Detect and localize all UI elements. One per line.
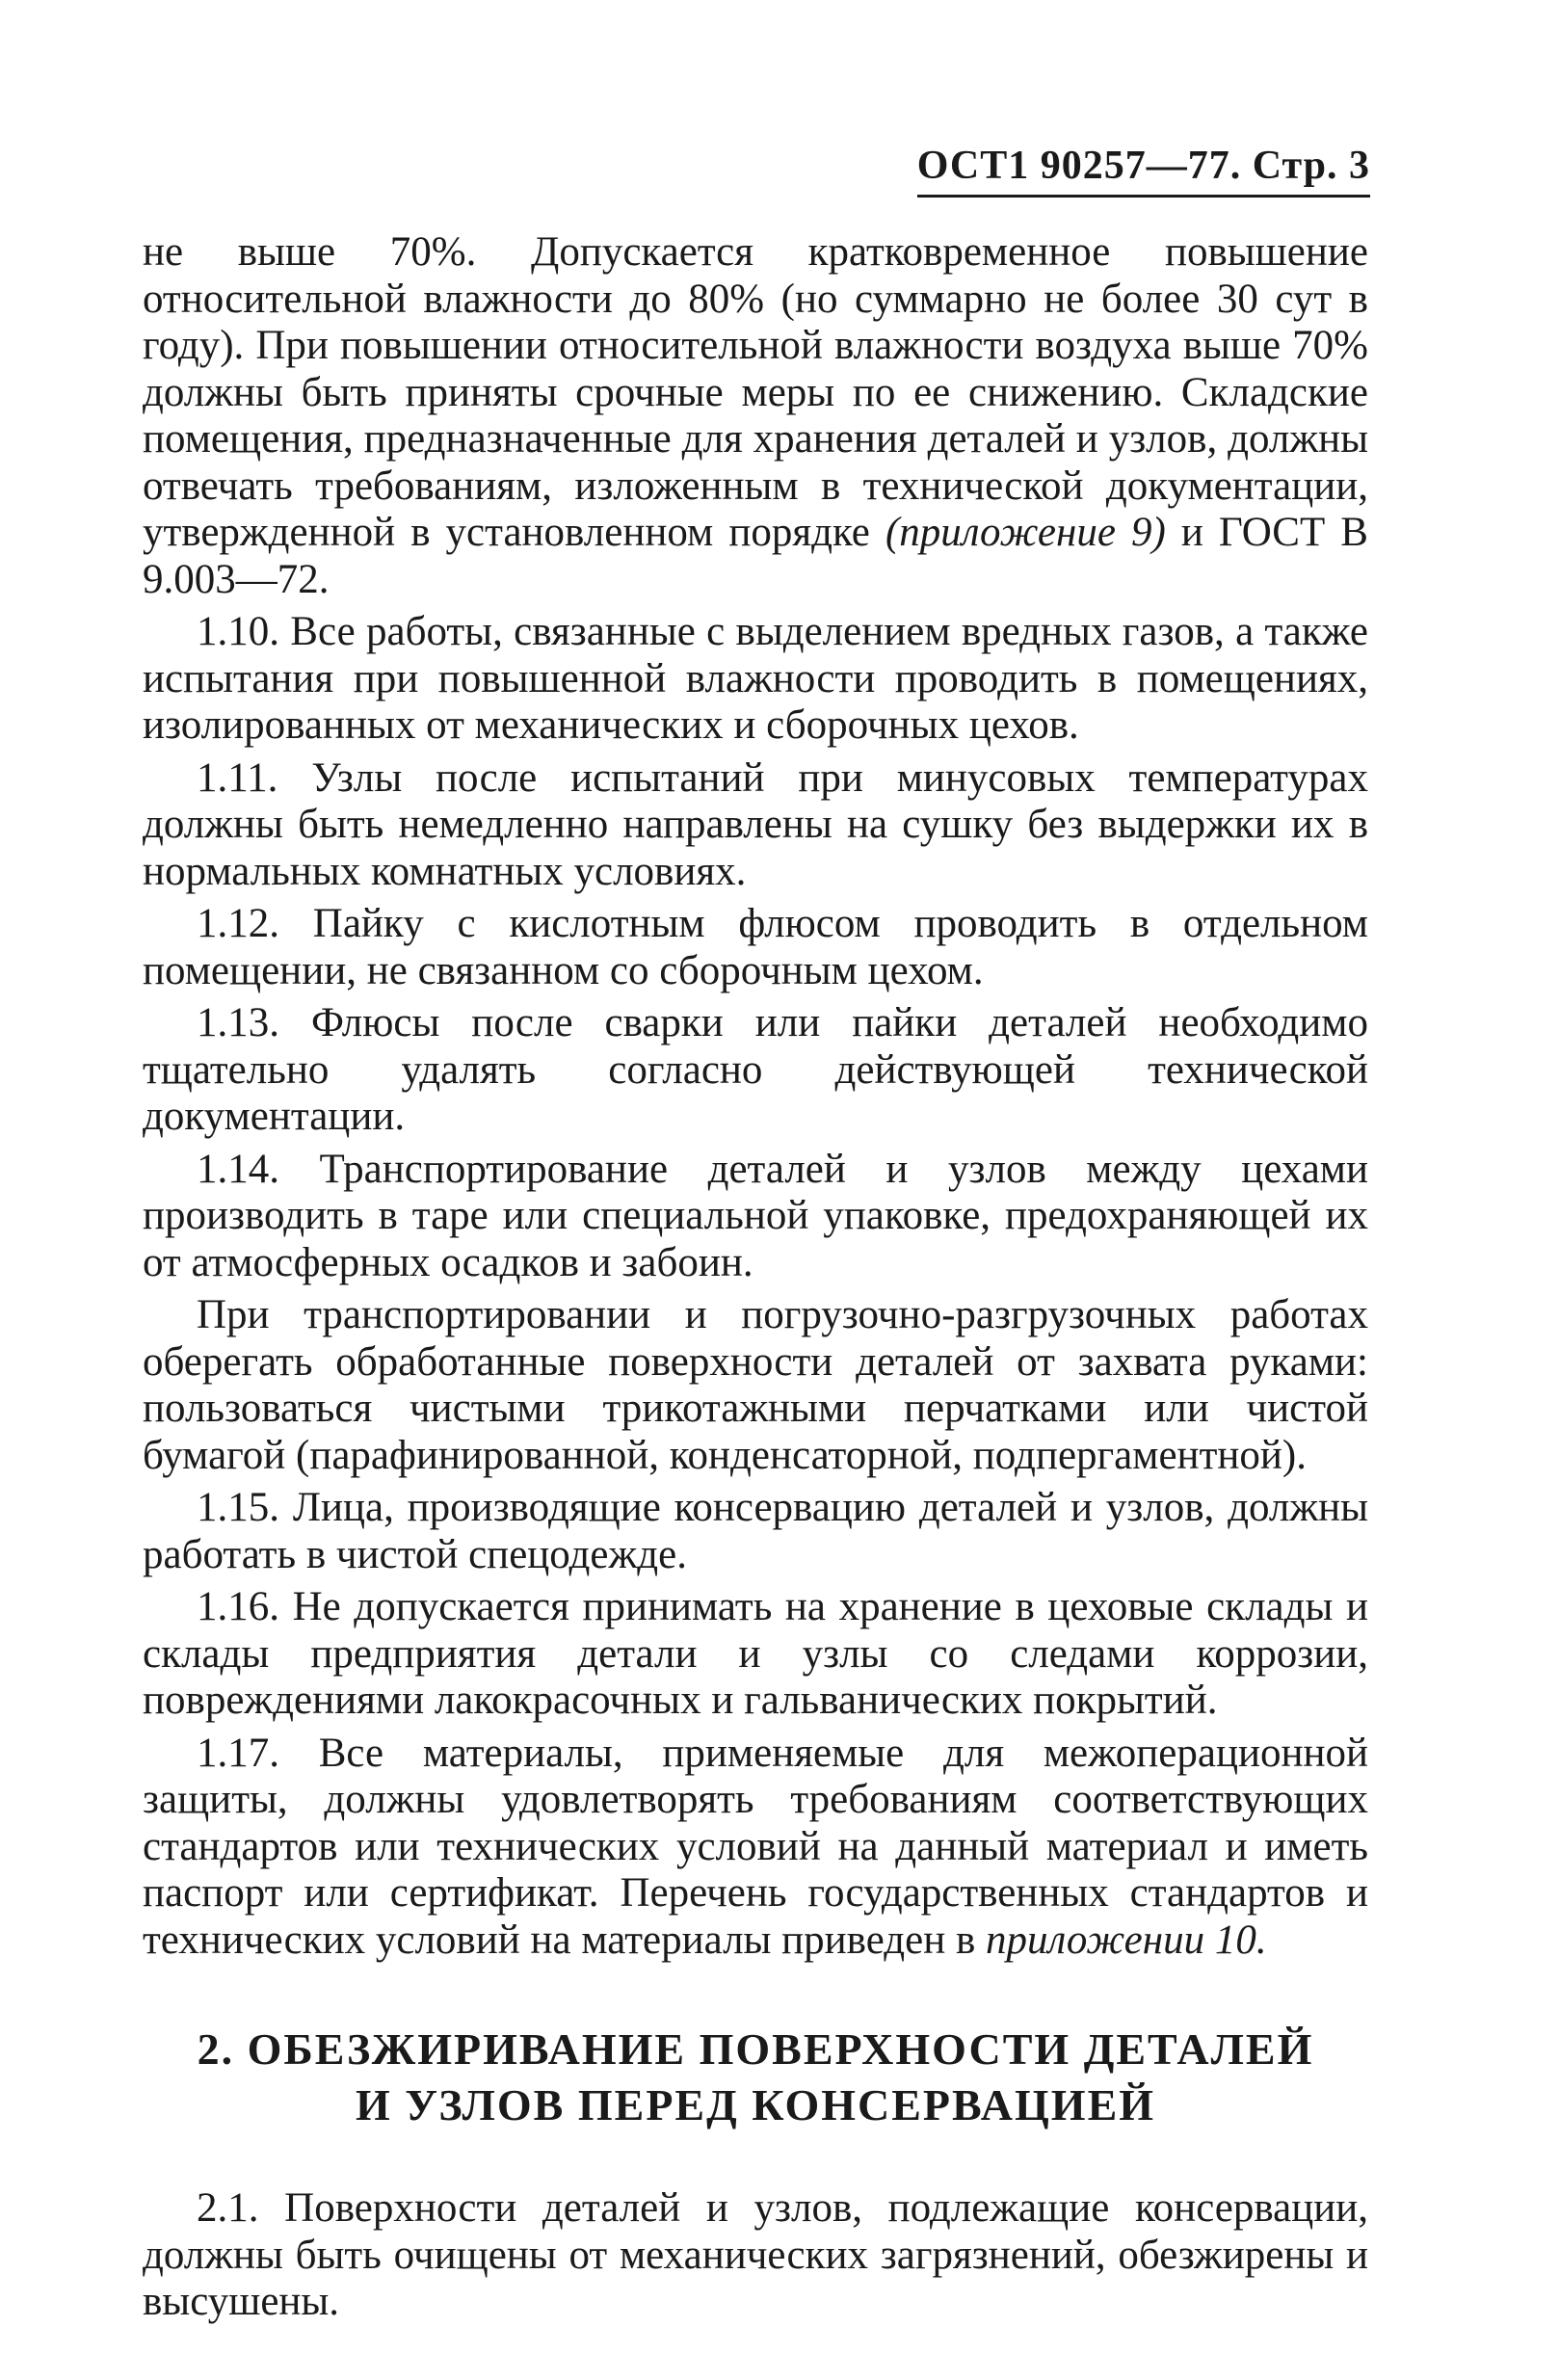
paragraph bbox=[143, 755, 1368, 896]
section-paragraph: 2.1. Поверхности деталей и узлов, подлежащие консервации, должны быть очищены от механических загрязнений, обезжирены и высушены. bbox=[143, 2185, 1368, 2324]
paragraph-text: 1.10. Все работы, связанные с выделением вредных газов, а также испытания при повышенной влажности проводить в помещениях, изолированных от механических и сборочных цехов. bbox=[143, 609, 1368, 748]
paragraph-text: 1.15. Лица, производящие консервацию деталей и узлов, должны работать в чистой спецодежде. bbox=[143, 1485, 1368, 1577]
paragraph bbox=[143, 901, 1368, 994]
paragraph-text: 1.11. Узлы после испытаний при минусовых температурах должны быть немедленно направлены на сушку без выдержки их в нормальных комнатных условиях. bbox=[143, 754, 1368, 894]
section-heading-line: И УЗЛОВ ПЕРЕД КОНСЕРВАЦИЕЙ bbox=[355, 2080, 1156, 2129]
paragraph-italic: (приложение 9) bbox=[885, 510, 1166, 555]
paragraph bbox=[143, 1000, 1368, 1141]
paragraph bbox=[143, 229, 1368, 603]
paragraph bbox=[143, 609, 1368, 750]
paragraph-text: 1.17. Все материалы, применяемые для межоперационной защиты, должны удовлетворять требованиям соответствующих стандартов или технических условий на данный материал и иметь паспорт или сертификат. Перечень государственных стандартов и технических условий на материалы приведен в bbox=[143, 1730, 1368, 1963]
paragraph-text-after: и ГОСТ В 9.003—72. bbox=[143, 510, 1368, 602]
paragraph-text: не выше 70%. Допускается кратковременное повышение относительной влажности до 80% (но суммарно не более 30 сут в году). При повышении относительной влажности воздуха выше 70% должны быть приняты срочные меры по ее снижению. Складские помещения, предназначенные для хранения деталей и узлов, должны отвечать требованиям, изложенным в технической документации, утвержденной в установленном порядке bbox=[143, 229, 1368, 555]
paragraph-text: При транспортировании и погрузочно-разгрузочных работах оберегать обработанные поверхности деталей от захвата руками: пользоваться чистыми трикотажными перчатками или чистой бумагой (парафинированной, конденсаторной, подпергаментной). bbox=[143, 1292, 1368, 1478]
paragraph-text: 1.16. Не допускается принимать на хранение в цеховые склады и склады предприятия детали и узлы со следами коррозии, повреждениями лакокрасочных и гальванических покрытий. bbox=[143, 1584, 1368, 1723]
page-header bbox=[917, 143, 1370, 198]
paragraph-text: 1.13. Флюсы после сварки или пайки деталей необходимо тщательно удалять согласно действующей технической документации. bbox=[143, 1000, 1368, 1139]
paragraph bbox=[143, 1584, 1368, 1725]
paragraph bbox=[143, 1292, 1368, 1479]
body-text bbox=[143, 229, 1368, 1970]
section-heading-line: 2. ОБЕЗЖИРИВАНИЕ ПОВЕРХНОСТИ ДЕТАЛЕЙ bbox=[197, 2024, 1314, 2074]
paragraph bbox=[143, 1147, 1368, 1287]
paragraph-text: 1.12. Пайку с кислотным флюсом проводить в отдельном помещении, не связанном со сборочным цехом. bbox=[143, 901, 1368, 993]
paragraph bbox=[143, 1731, 1368, 1965]
paragraph-text: 1.14. Транспортирование деталей и узлов между цехами производить в таре или специальной упаковке, предохраняющей их от атмосферных осадков и забоин. bbox=[143, 1146, 1368, 1285]
paragraph-italic: приложении 10. bbox=[986, 1917, 1267, 1963]
section-text bbox=[143, 2185, 1368, 2326]
section-heading bbox=[143, 2022, 1368, 2133]
header-title: ОСТ1 90257—77. Стр. 3 bbox=[916, 144, 1370, 188]
paragraph bbox=[143, 1485, 1368, 1578]
